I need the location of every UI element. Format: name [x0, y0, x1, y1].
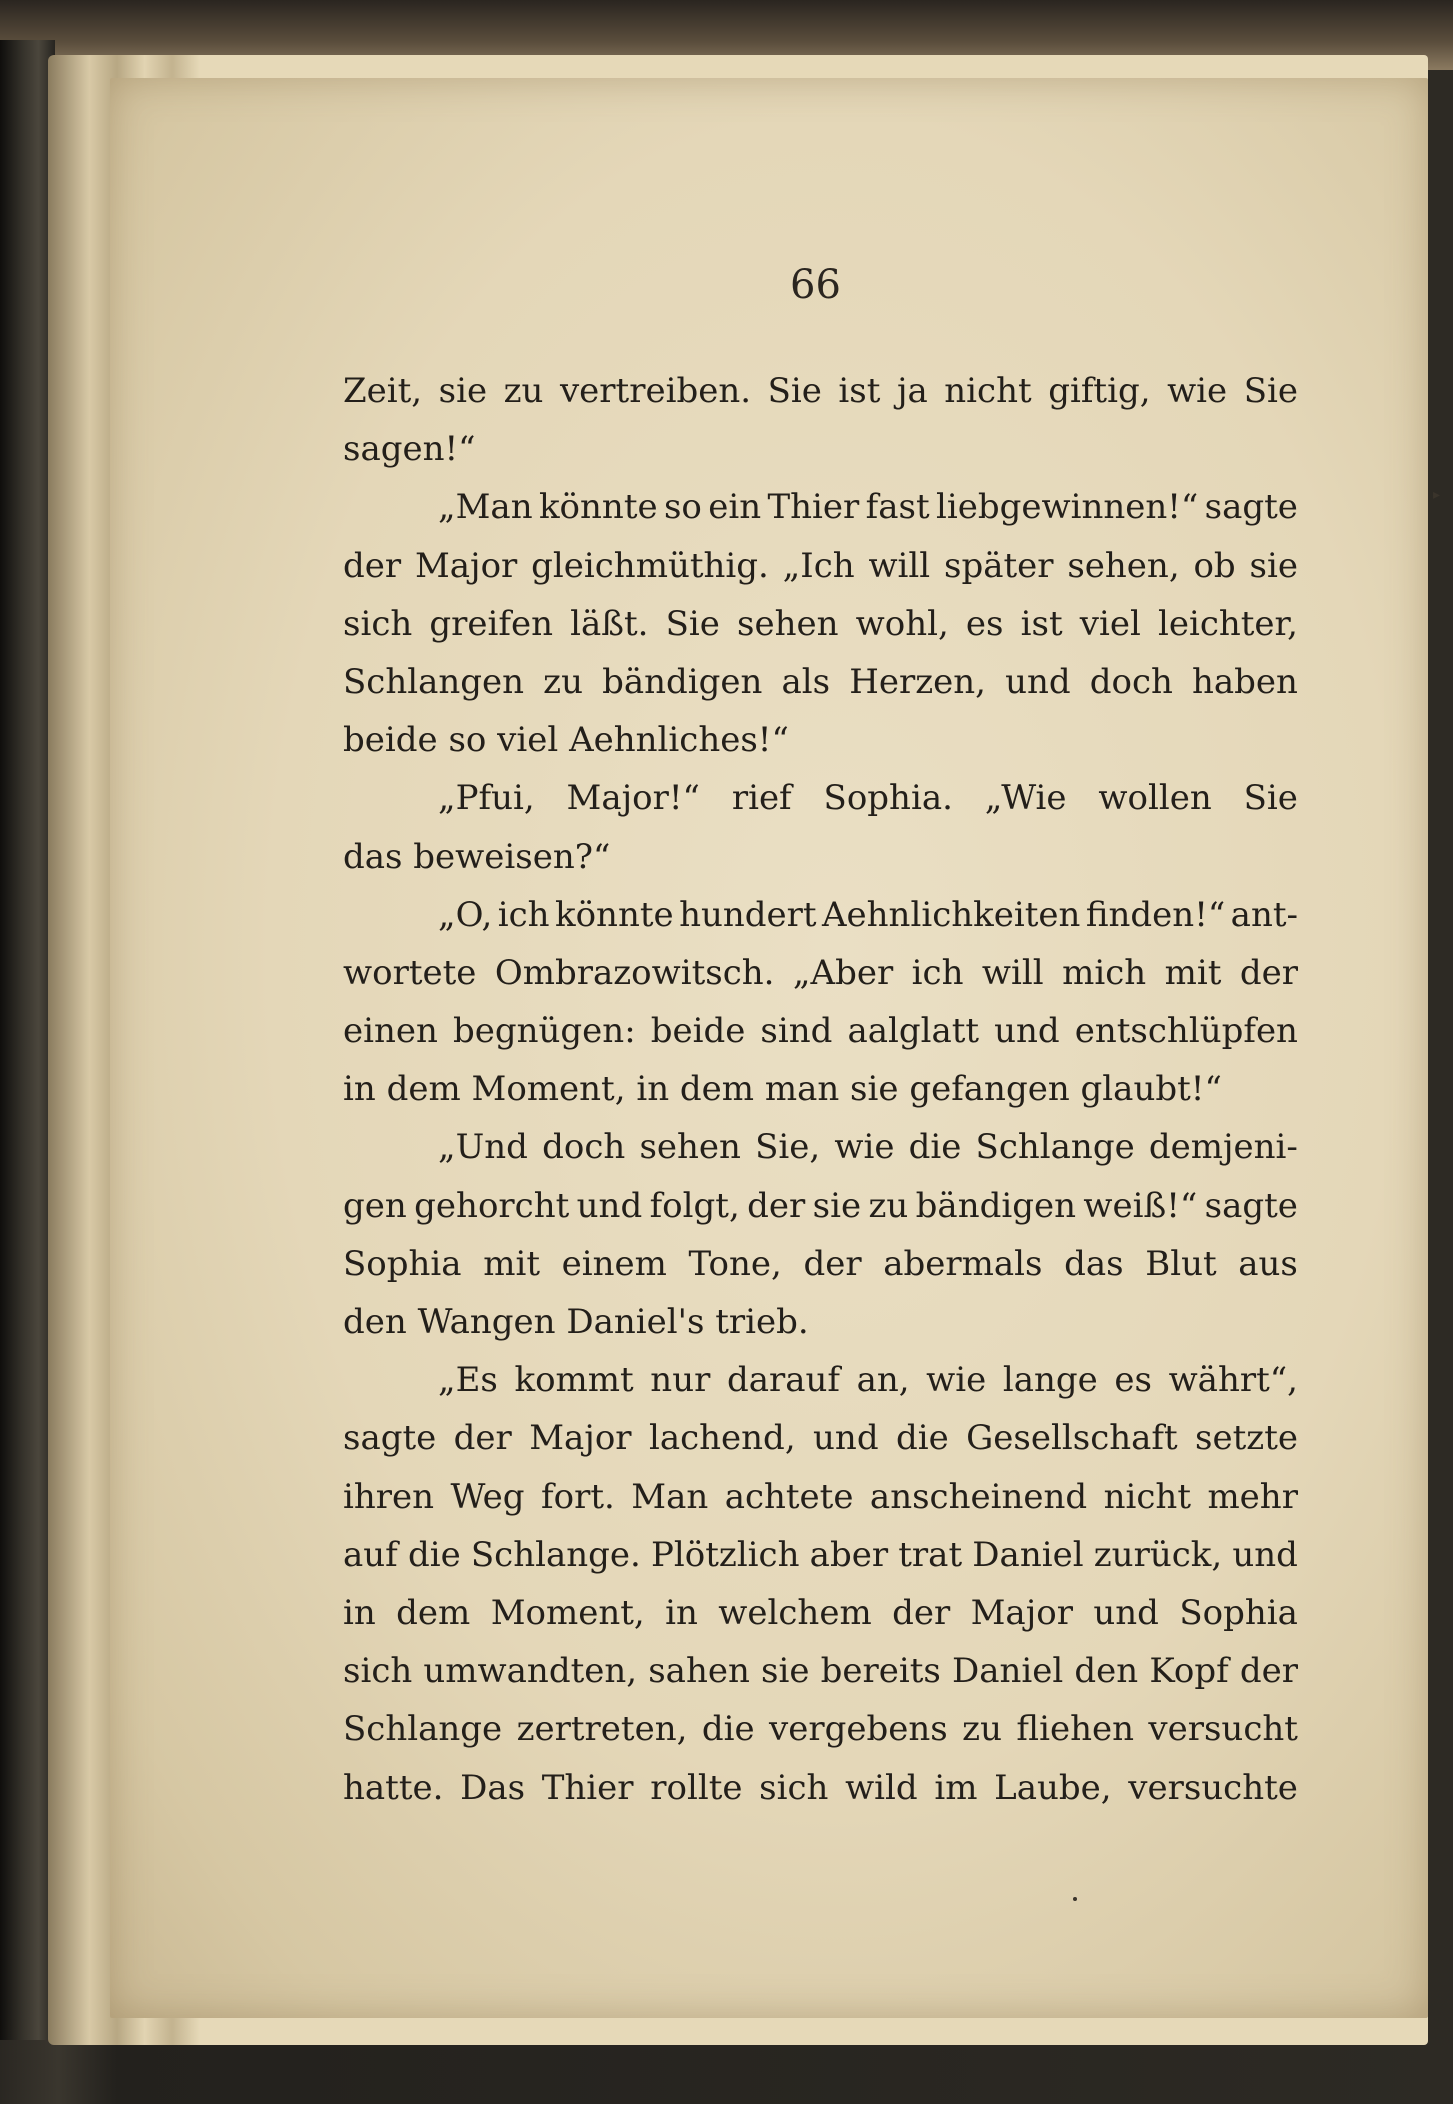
- text-line: in dem Moment, in dem man sie gefangen glaubt!“: [343, 1069, 1222, 1110]
- text-line: sagte der Major lachend, und die Gesellschaft setzte: [343, 1418, 1298, 1459]
- text-line: „Und doch sehen Sie, wie die Schlange demjeni-: [438, 1127, 1298, 1168]
- text-line: ihren Weg fort. Man achtete anscheinend nicht mehr: [343, 1476, 1298, 1517]
- body-text: [343, 362, 1298, 1817]
- text-line: wortete Ombrazowitsch. „Aber ich will mich mit der: [343, 952, 1298, 993]
- text-line: Zeit, sie zu vertreiben. Sie ist ja nicht giftig, wie Sie: [343, 371, 1298, 411]
- text-line: sich greifen läßt. Sie sehen wohl, es ist viel leichter,: [343, 603, 1298, 644]
- margin-mark: ▸: [1433, 487, 1441, 503]
- text-line: den Wangen Daniel's trieb.: [343, 1302, 809, 1342]
- text-line: „O, ich könnte hundert Aehnlichkeiten finden!“ ant-: [438, 894, 1298, 935]
- ink-speck: [1073, 1897, 1077, 1901]
- text-line: Schlangen zu bändigen als Herzen, und doch haben: [343, 661, 1298, 702]
- book-spine: [0, 40, 55, 2040]
- text-line: einen begnügen: beide sind aalglatt und entschlüpfen: [343, 1011, 1298, 1052]
- text-line: gen gehorcht und folgt, der sie zu bändigen weiß!“ sagte: [343, 1185, 1298, 1226]
- text-line: sich umwandten, sahen sie bereits Daniel den Kopf der: [343, 1651, 1298, 1692]
- text-line: in dem Moment, in welchem der Major und Sophia: [343, 1592, 1298, 1633]
- text-line: das beweisen?“: [343, 836, 611, 877]
- text-line: Sophia mit einem Tone, der abermals das Blut aus: [343, 1243, 1298, 1284]
- text-line: hatte. Das Thier rollte sich wild im Laube, versuchte: [343, 1767, 1298, 1808]
- text-line: Schlange zertreten, die vergebens zu fliehen versucht: [343, 1709, 1298, 1750]
- page-number: 66: [790, 262, 841, 308]
- text-line: „Man könnte so ein Thier fast liebgewinnen!“ sagte: [438, 487, 1298, 528]
- text-line: der Major gleichmüthig. „Ich will später sehen, ob sie: [343, 545, 1298, 586]
- text-line: sagen!“: [343, 429, 476, 470]
- text-line: beide so viel Aehnliches!“: [343, 720, 789, 761]
- text-line: „Es kommt nur darauf an, wie lange es währt“,: [438, 1360, 1298, 1401]
- text-line: auf die Schlange. Plötzlich aber trat Daniel zurück, und: [343, 1534, 1298, 1575]
- text-line: „Pfui, Major!“ rief Sophia. „Wie wollen Sie: [438, 778, 1298, 819]
